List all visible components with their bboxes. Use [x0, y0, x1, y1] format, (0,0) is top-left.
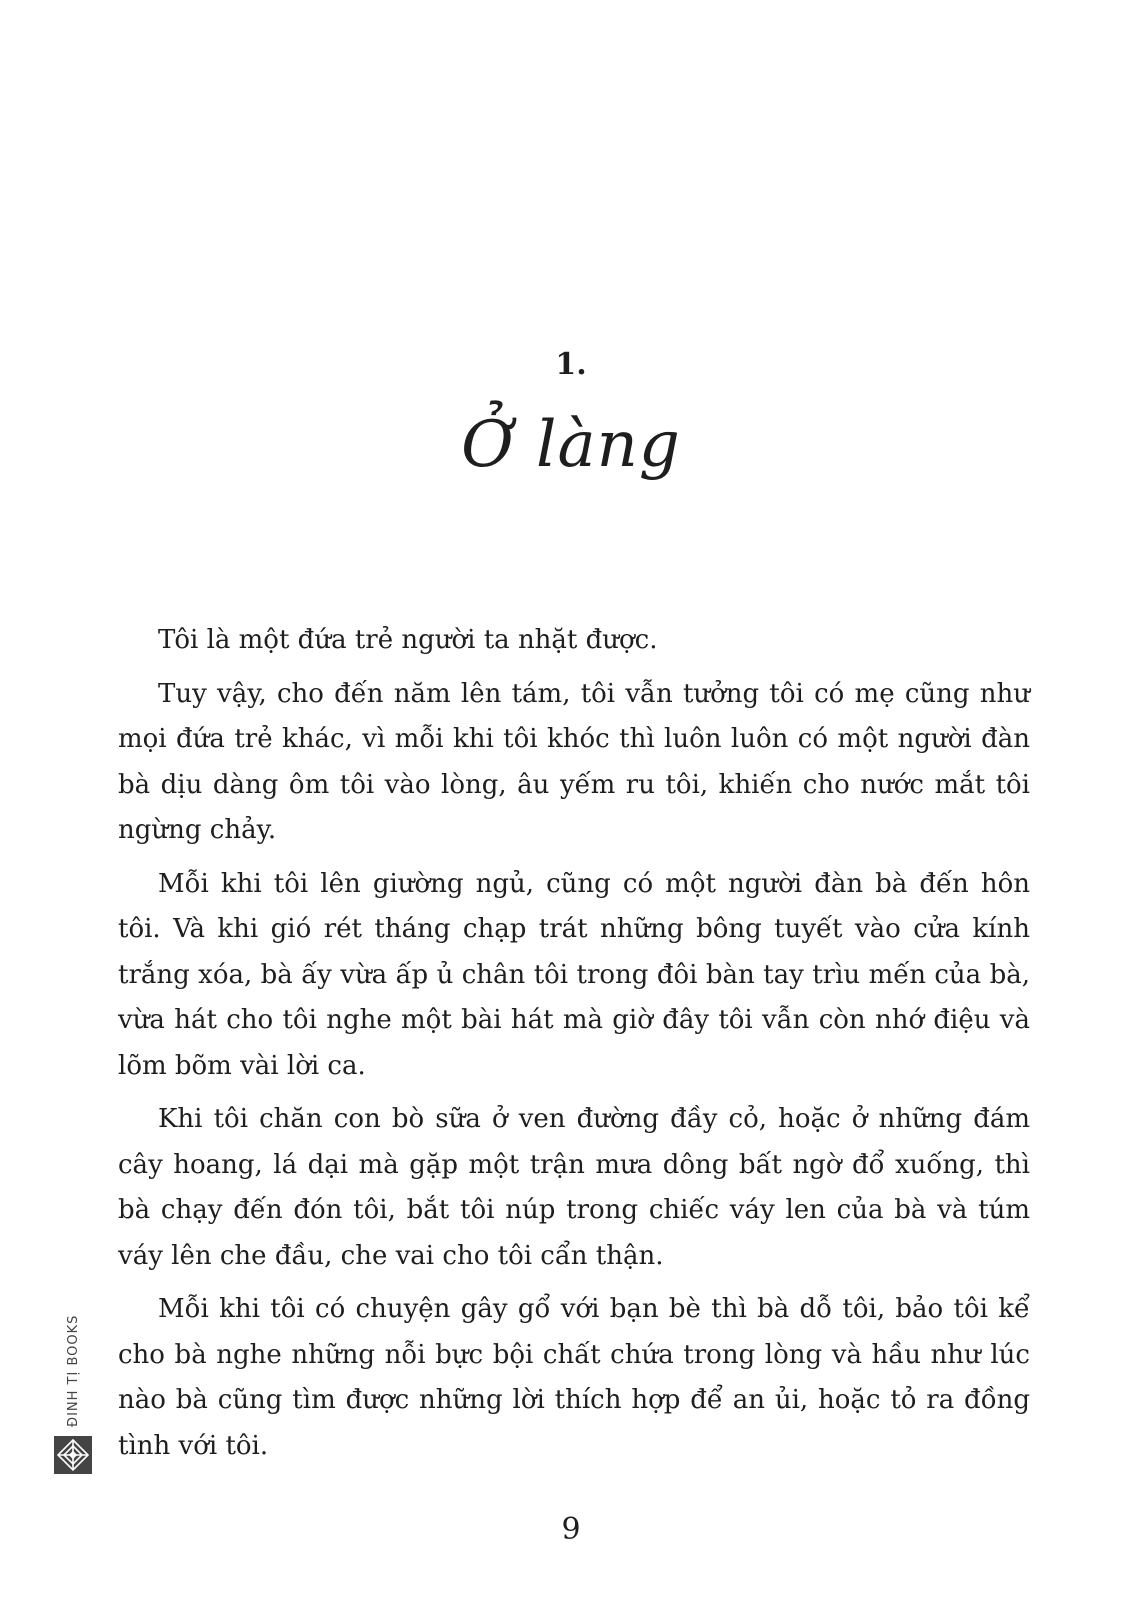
chapter-number: 1.	[555, 347, 587, 382]
publisher-name: ĐINH TỊ BOOKS	[66, 1314, 81, 1427]
paragraph-5: Mỗi khi tôi có chuyện gây gổ với bạn bè thì bà dỗ tôi, bảo tôi kể cho bà nghe những nỗi bực bội chất chứa trong lòng và hầu như lúc nào bà cũng tìm được những lời thích hợp để an ủi, hoặc tỏ ra đồng tình với tôi.	[118, 1294, 1030, 1461]
paragraph-4: Khi tôi chăn con bò sữa ở ven đường đầy cỏ, hoặc ở những đám cây hoang, lá dại mà gặp một trận mưa dông bất ngờ đổ xuống, thì bà chạy đến đón tôi, bắt tôi núp trong chiếc váy len của bà và túm váy lên che đầu, che vai cho tôi cẩn thận.	[118, 1104, 1030, 1271]
page-number: 9	[561, 1512, 581, 1547]
dinh-ti-books-logo-icon	[54, 1436, 92, 1474]
paragraph-2: Tuy vậy, cho đến năm lên tám, tôi vẫn tưởng tôi có mẹ cũng như mọi đứa trẻ khác, vì mỗi khi tôi khóc thì luôn luôn có một người đàn bà dịu dàng ôm tôi vào lòng, âu yếm ru tôi, khiến cho nước mắt tôi ngừng chảy.	[118, 678, 1030, 845]
chapter-title: Ở làng	[461, 408, 681, 482]
publisher-mark	[54, 1312, 94, 1477]
paragraph-3: Mỗi khi tôi lên giường ngủ, cũng có một người đàn bà đến hôn tôi. Và khi gió rét tháng chạp trát những bông tuyết vào cửa kính trắng xóa, bà ấy vừa ấp ủ chân tôi trong đôi bàn tay trìu mến của bà, vừa hát cho tôi nghe một bài hát mà giờ đây tôi vẫn còn nhớ điệu và lõm bõm vài lời ca.	[118, 868, 1030, 1081]
chapter-body	[118, 618, 1030, 1477]
paragraph-1: Tôi là một đứa trẻ người ta nhặt được.	[158, 625, 658, 655]
